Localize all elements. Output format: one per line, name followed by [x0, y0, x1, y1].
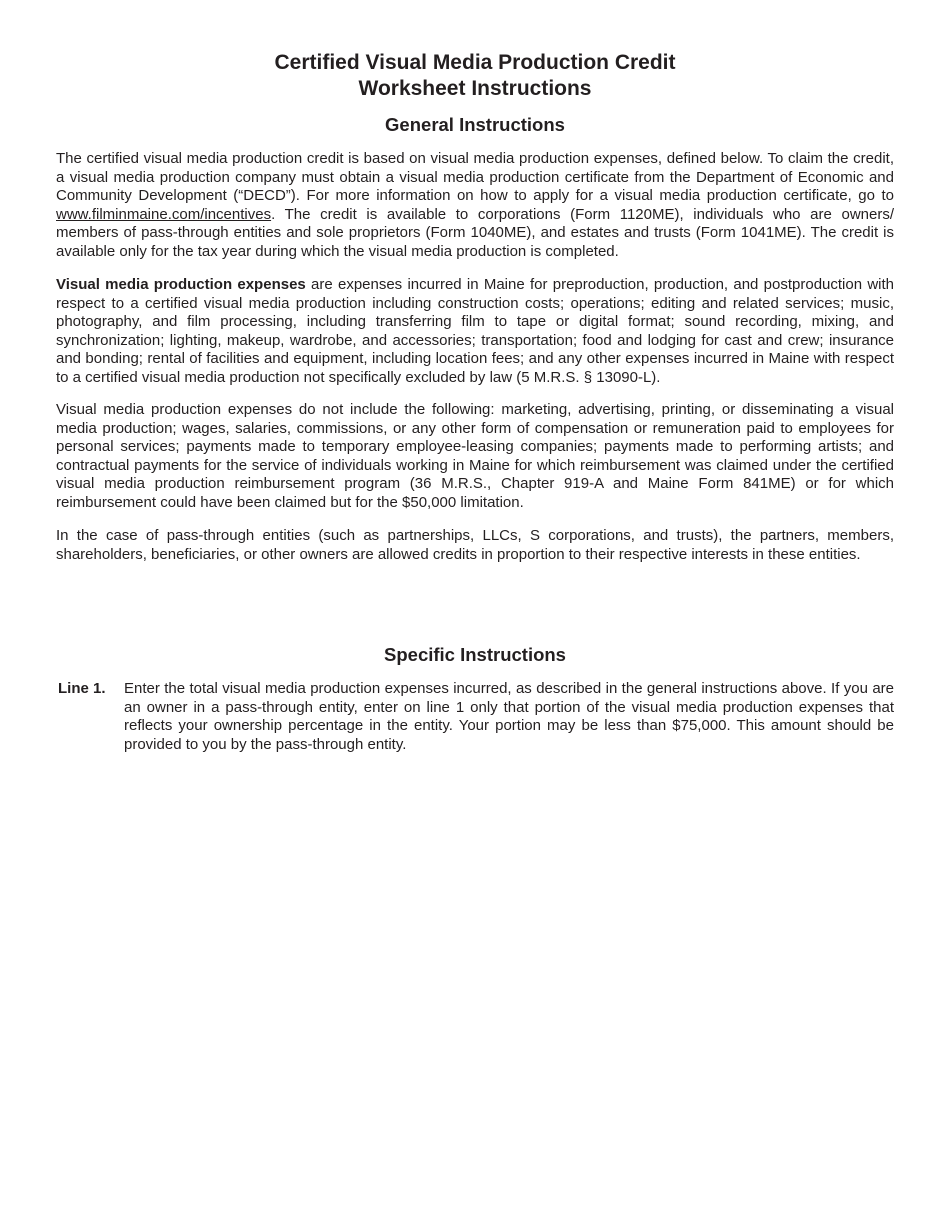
specific-instructions-heading: Specific Instructions [384, 644, 566, 665]
p2-text: are expenses incurred in Maine for preproduction, production, and postproduction with respect to a certified visual media production including construction costs; operations; editing and related services; music, photography, and film processing, including transferring film to tape or digital format; sound recording, mixing, and synchronization; lighting, makeup, wardrobe, and accessories; transportation; food and lodging for cast and crew; insurance and bonding; rental of facilities and equipment, including location fees; and any other expenses incurred in Maine with respect to a certified visual media production not specifically excluded by law (5 M.R.S. § 13090-L). [56, 276, 894, 386]
line-1-text: Enter the total visual media production expenses incurred, as described in the general instructions above. If you are an owner in a pass-through entity, enter on line 1 only that portion of the visual media production expenses that reflects your ownership percentage in the entity. Your portion may be less than $75,000. This amount should be provided to you by the pass-through entity. [124, 680, 894, 753]
incentives-link[interactable]: www.filminmaine.com/incentives [56, 205, 272, 223]
p1-text-before: The certified visual media production credit is based on visual media production expenses, defined below. To claim the credit, a visual media production company must obtain a visual media production certificate from the Department of Economic and Community Development (“DECD”). For more information on how to apply for a visual media production certificate, go to [56, 150, 894, 205]
expenses-term: Visual media production expenses [56, 276, 306, 293]
title-line-1: Certified Visual Media Production Credit [274, 51, 676, 74]
general-paragraph-4 [56, 527, 894, 564]
general-paragraph-1 [56, 150, 894, 262]
general-paragraph-3 [56, 401, 894, 513]
line-1-label: Line 1. [58, 680, 106, 697]
p4-text: In the case of pass-through entities (such as partnerships, LLCs, S corporations, and trusts), the partners, members, shareholders, beneficiaries, or other owners are allowed credits in proportion to their respective interests in these entities. [56, 527, 894, 563]
document-title [0, 50, 950, 102]
title-line-2: Worksheet Instructions [358, 77, 592, 100]
p1-text-after: . The credit is available to corporations (Form 1120ME), individuals who are owners/ members of pass-through entities and sole proprietors (Form 1040ME), and estates and trusts (Form 1041ME). The credit is available only for the tax year during which the visual media production is completed. [56, 205, 894, 260]
general-instructions-heading: General Instructions [385, 114, 565, 135]
p3-text: Visual media production expenses do not include the following: marketing, advertising, printing, or disseminating a visual media production; wages, salaries, commissions, or any other form of compensation or remuneration paid to employees for personal services; payments made to temporary employee-leasing companies; payments made to performing artists; and contractual payments for the service of individuals working in Maine for which reimbursement was claimed under the certified visual media production reimbursement program (36 M.R.S., Chapter 919-A and Maine Form 841ME) or for which reimbursement could have been claimed but for the $50,000 limitation. [56, 401, 894, 511]
general-paragraph-2 [56, 276, 894, 388]
